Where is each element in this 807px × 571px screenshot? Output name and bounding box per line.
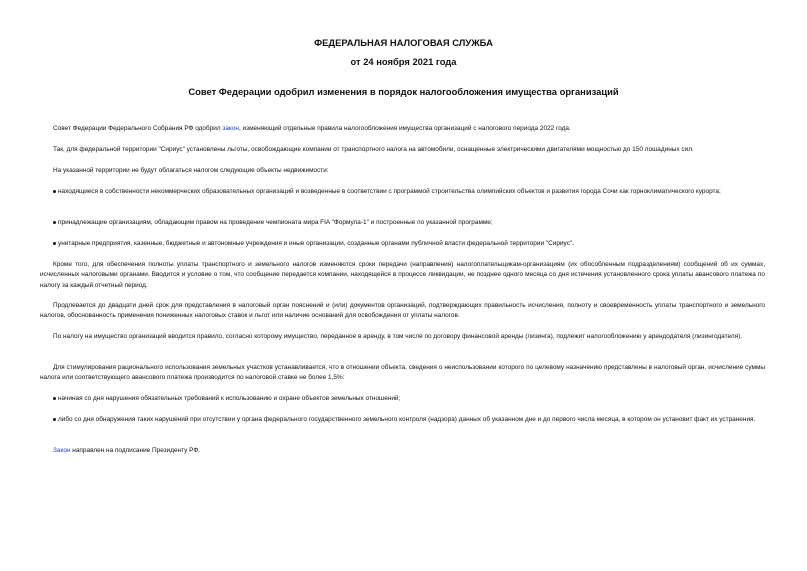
- list-item: [40, 394, 765, 404]
- paragraph-explanations-deadline: Продлевается до двадцати дней срок для представления в налоговый орган пояснений и (или) документов организаций, подтверждающих правильность исчисления, полноту и своевременность уплаты транспортного и земельного налогов, обоснованность применения пониженных налоговых ставок и льгот или наличие оснований для освобождения от уплаты налогов.: [40, 302, 765, 320]
- list-item-text: либо со дня обнаружения таких нарушений при отсутствии у органа федерального государственного земельного контроля (надзора) данных об указанном дне и до первого числа месяца, в котором он установит факт их устранения.: [58, 416, 756, 423]
- paragraph-intro-tail: , изменяющий отдельные правила налогообложения имущества организаций с налогового периода 2022 года.: [238, 125, 571, 132]
- paragraph-leasing-rule: По налогу на имущество организаций вводится правило, согласно которому имущество, переданное в аренду, в том числе по договору финансовой аренды (лизинга), подлежит налогообложению у арендодателя (лизингодателя).: [53, 333, 743, 340]
- paragraph-signing-text: направлен на подписание Президенту РФ.: [70, 447, 201, 454]
- paragraph-sirius-benefits: Так, для федеральной территории "Сириус" установлены льготы, освобождающие компании от транспортного налога на автомобили, оснащенные электрическими двигателями мощностью до 150 лошадиных сил.: [53, 146, 694, 153]
- law-link[interactable]: Закон: [53, 447, 71, 454]
- list-item-text: принадлежащие организациям, обладающим правом на проведение чемпионата мира FIA "Формула-1" и построенные по указанной программе;: [58, 219, 493, 226]
- list-item: [40, 218, 765, 228]
- document-headline: Совет Федерации одобрил изменения в порядок налогообложения имущества организаций: [188, 86, 619, 97]
- paragraph-property-list-intro: На указанной территории не будут облагаться налогом следующие объекты недвижимости:: [53, 167, 329, 174]
- agency-name: ФЕДЕРАЛЬНАЯ НАЛОГОВАЯ СЛУЖБА: [314, 37, 493, 48]
- document-date: от 24 ноября 2021 года: [350, 56, 457, 67]
- list-item: [40, 415, 765, 425]
- list-item: [40, 239, 765, 249]
- bullet-icon: [53, 397, 56, 400]
- list-item-text: унитарные предприятия, казенные, бюджетные и автономные учреждения и иные организации, созданные органами публичной власти федеральной территории "Сириус".: [58, 240, 574, 247]
- bullet-icon: [53, 242, 56, 245]
- bullet-icon: [53, 190, 56, 193]
- paragraph-payment-terms: Кроме того, для обеспечения полноты уплаты транспортного и земельного налогов изменяются сроки передачи (направления) налогоплательщикам-организациям (их обособленным подразделениям) сообщений об их суммах, исчисленных налоговыми органами. Вводится и условие о том, что сообщение передается компании, находящейся в процессе ликвидации, не позднее одного месяца со дня истечения установленного срока уплаты авансового платежа по налогу за каждый отчетный период.: [40, 261, 765, 289]
- paragraph-signing: [40, 446, 765, 456]
- paragraph-intro: [40, 124, 765, 134]
- law-link[interactable]: закон: [222, 125, 239, 132]
- list-item-text: находящиеся в собственности некоммерческих образовательных организаций и возведенные в соответствии с программой строительства олимпийских объектов и развития города Сочи как горноклиматического курорта;: [58, 188, 721, 195]
- paragraph-land-rate: Для стимулирования рационального использования земельных участков устанавливается, что в отношении объекта, сведения о неиспользовании которого по целевому назначению представлены в налоговый орган, исчисление суммы налога или соответствующего авансового платежа производится по налоговой ставке не более 1,5%:: [40, 364, 765, 382]
- bullet-icon: [53, 418, 56, 421]
- bullet-icon: [53, 221, 56, 224]
- list-item: [40, 187, 765, 197]
- paragraph-intro-text: Совет Федерации Федерального Собрания РФ одобрил: [53, 125, 223, 132]
- list-item-text: начиная со дня нарушения обязательных требований к использованию и охране объектов земельных отношений;: [58, 395, 401, 402]
